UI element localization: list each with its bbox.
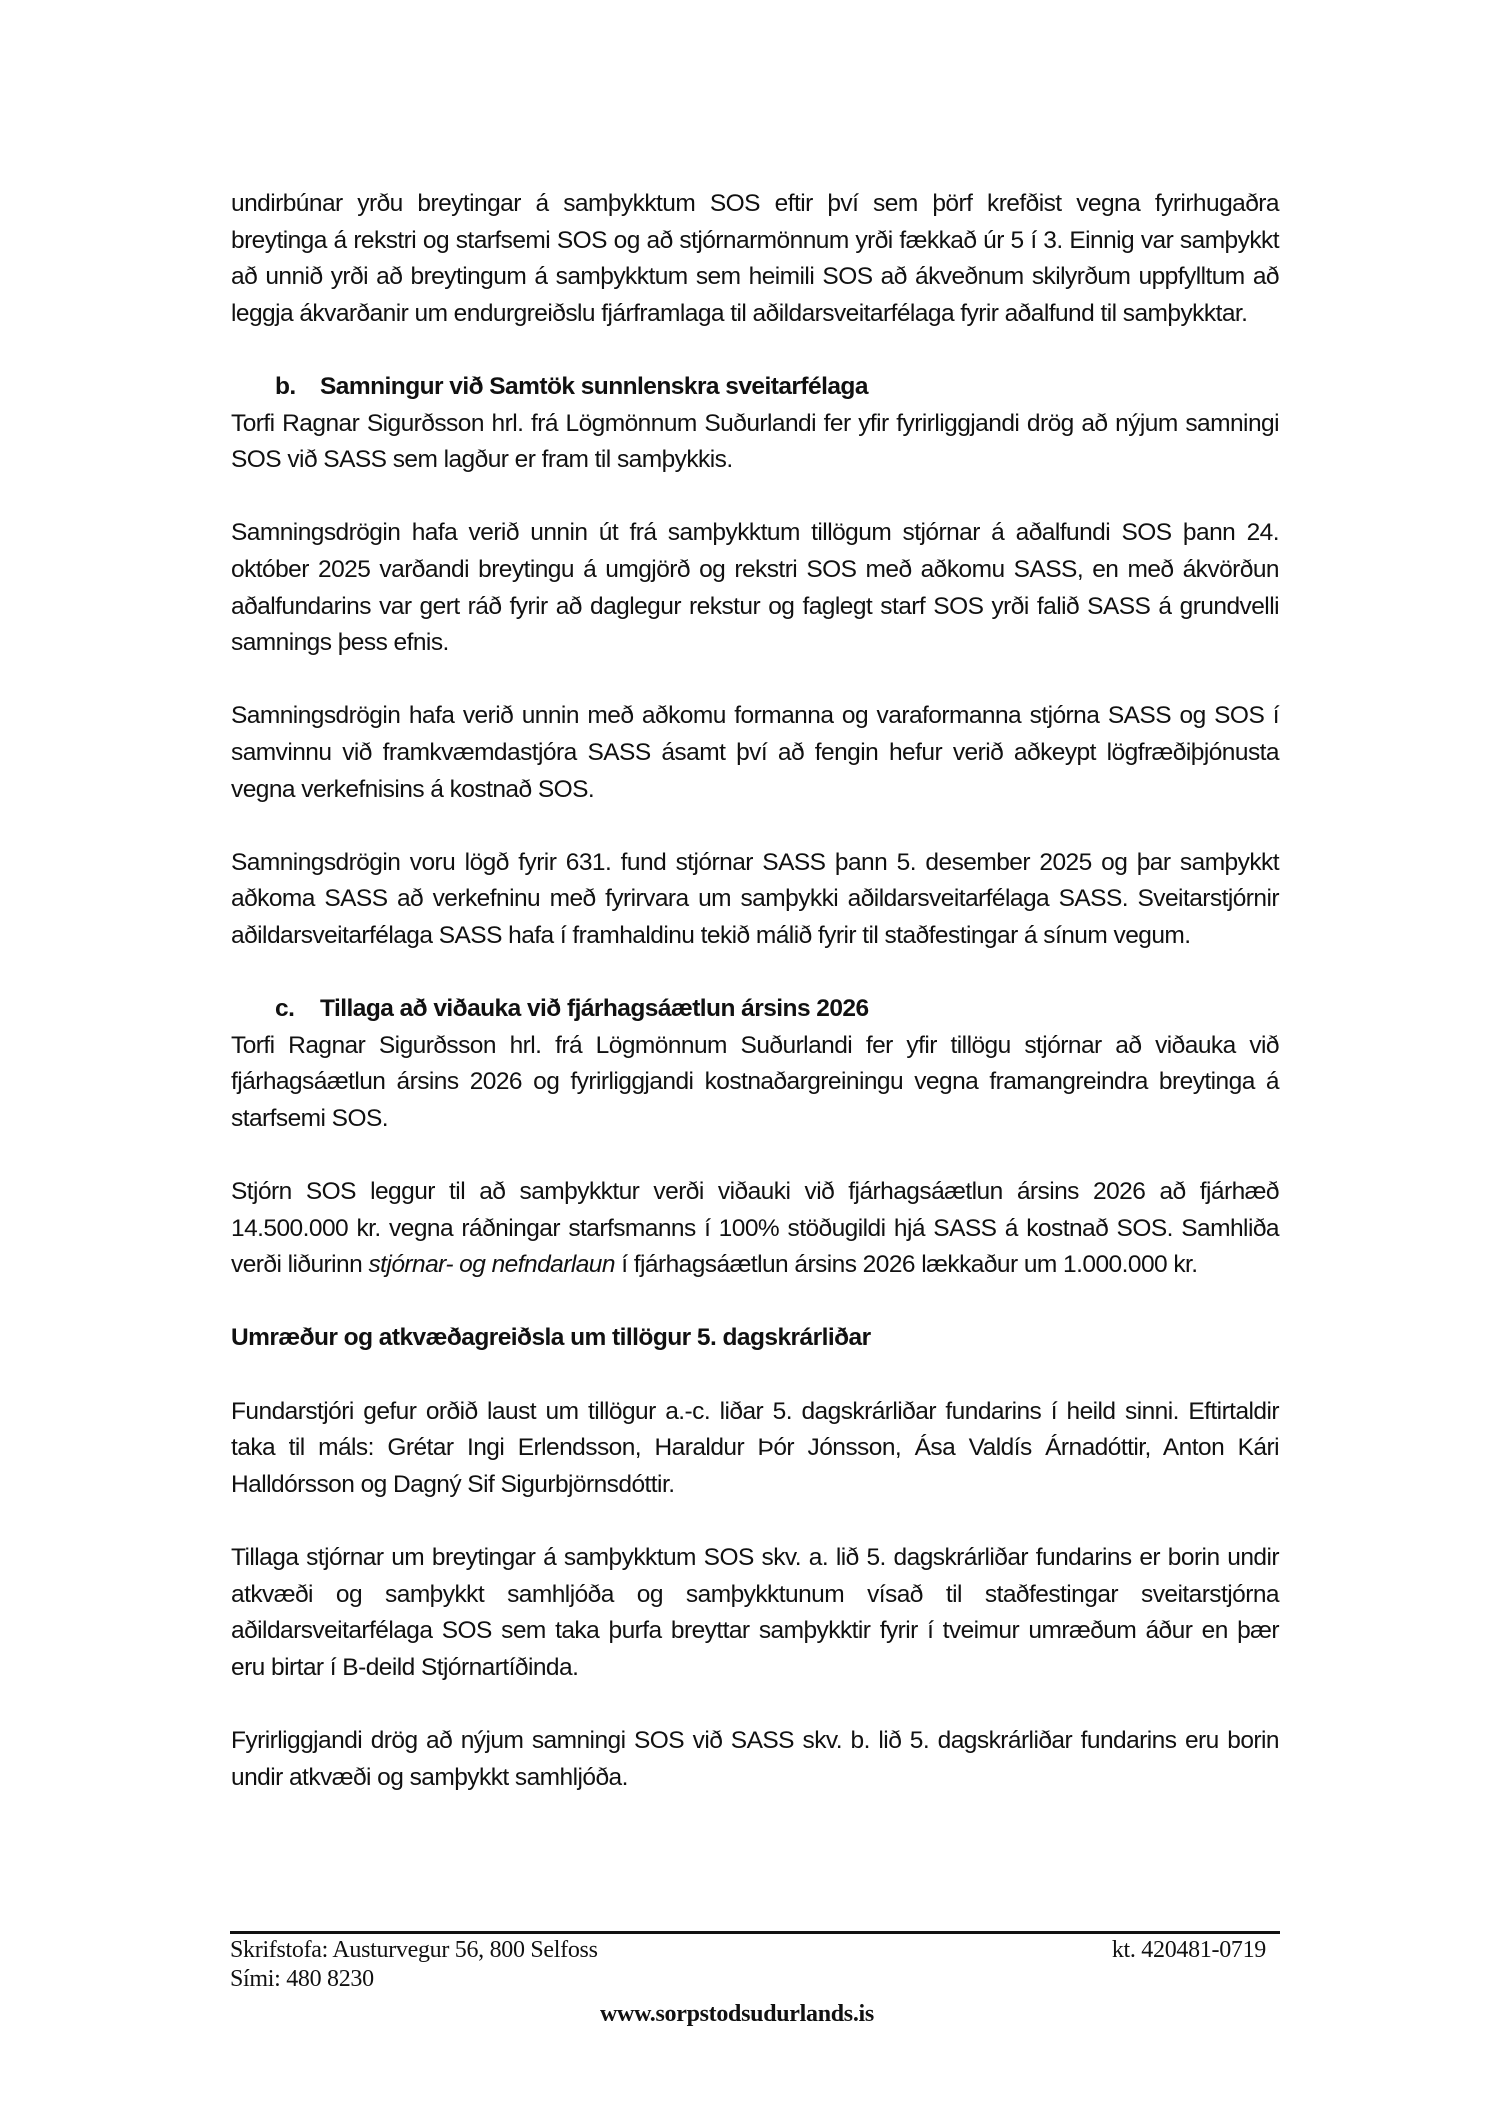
footer-divider — [230, 1931, 1280, 1934]
section-b-paragraph: Samningsdrögin voru lögð fyrir 631. fund stjórnar SASS þann 5. desember 2025 og þar samþykkt aðkoma SASS að verkefninu með fyrirvara um samþykki aðildarsveitarfélaga SASS. Sveitarstjórnir aðildarsveitarfélaga SASS hafa í framhaldinu tekið málið fyrir til staðfestingar á sínum vegum. — [231, 848, 1279, 949]
section-c-heading — [231, 991, 1279, 1028]
section-b-letter: b. — [275, 372, 296, 400]
section-c-letter: c. — [275, 995, 295, 1023]
budget-text-end: í fjárhagsáætlun ársins 2026 lækkaður um 1.000.000 kr. — [614, 1251, 1198, 1279]
section-c-paragraph: Torfi Ragnar Sigurðsson hrl. frá Lögmönnum Suðurlandi fer yfir tillögu stjórnar að viðauka við fjárhagsáætlun ársins 2026 og fyrirliggjandi kostnaðargreiningu vegna framangreindra breytinga á starfsemi SOS. — [231, 1031, 1279, 1132]
footer-website-link[interactable]: www.sorpstodsudurlands.is — [600, 2001, 874, 2027]
discussion-paragraph: Fyrirliggjandi drög að nýjum samningi SOS við SASS skv. b. lið 5. dagskrárliðar fundarins eru borin undir atkvæði og samþykkt samhljóða. — [231, 1726, 1279, 1791]
page-footer — [230, 1936, 1280, 2029]
footer-office-address: Skrifstofa: Austurvegur 56, 800 Selfoss — [230, 1937, 598, 1963]
footer-kennitala: kt. 420481-0719 — [1111, 1937, 1266, 1963]
budget-text-start: Stjórn SOS leggur til að samþykktur verði viðauki við fjárhagsáætlun ársins 2026 að fjárhæð 14.500.000 kr. vegna ráðningar starfsmanns í 100% stöðugildi hjá SASS á kostnað SOS. Samhliða verði liðurinn — [231, 1178, 1279, 1279]
discussion-heading: Umræður og atkvæðagreiðsla um tillögur 5. dagskrárliðar — [231, 1324, 871, 1352]
budget-item-name: stjórnar- og nefndarlaun — [368, 1251, 615, 1279]
document-body — [231, 186, 1279, 1796]
discussion-paragraph: Tillaga stjórnar um breytingar á samþykktum SOS skv. a. lið 5. dagskrárliðar fundarins er borin undir atkvæði og samþykkt samhljóða og samþykktunum vísað til staðfestingar sveitarstjórna aðildarsveitarfélaga SOS sem taka þurfa breyttar samþykktir fyrir í tveimur umræðum áður en þær eru birtar í B-deild Stjórnartíðinda. — [231, 1543, 1279, 1681]
section-c-budget-paragraph — [231, 1174, 1279, 1284]
section-c-title: Tillaga að viðauka við fjárhagsáætlun ársins 2026 — [320, 995, 869, 1023]
footer-address-row — [230, 1936, 1280, 1965]
section-b-title: Samningur við Samtök sunnlenskra sveitarfélaga — [320, 372, 868, 400]
section-b-paragraph: Samningsdrögin hafa verið unnin með aðkomu formanna og varaformanna stjórna SASS og SOS í samvinnu við framkvæmdastjóra SASS ásamt því að fengin hefur verið aðkeypt lögfræðiþjónusta vegna verkefnisins á kostnað SOS. — [231, 702, 1279, 803]
footer-phone: Sími: 480 8230 — [230, 1966, 374, 1992]
discussion-paragraph: Fundarstjóri gefur orðið laust um tillögur a.-c. liðar 5. dagskrárliðar fundarins í heild sinni. Eftirtaldir taka til máls: Grétar Ingi Erlendsson, Haraldur Þór Jónsson, Ása Valdís Árnadóttir, Anton Kári Halldórsson og Dagný Sif Sigurbjörnsdóttir. — [231, 1397, 1279, 1498]
section-b-heading — [231, 369, 1279, 406]
section-b-paragraph: Torfi Ragnar Sigurðsson hrl. frá Lögmönnum Suðurlandi fer yfir fyrirliggjandi drög að nýjum samningi SOS við SASS sem lagður er fram til samþykkis. — [231, 409, 1279, 474]
section-b-paragraph: Samningsdrögin hafa verið unnin út frá samþykktum tillögum stjórnar á aðalfundi SOS þann 24. október 2025 varðandi breytingu á umgjörð og rekstri SOS með aðkomu SASS, en með ákvörðun aðalfundarins var gert ráð fyrir að daglegur rekstur og faglegt starf SOS yrði falið SASS á grundvelli samnings þess efnis. — [231, 519, 1279, 657]
intro-paragraph: undirbúnar yrðu breytingar á samþykktum SOS eftir því sem þörf krefðist vegna fyrirhugaðra breytinga á rekstri og starfsemi SOS og að stjórnarmönnum yrði fækkað úr 5 í 3. Einnig var samþykkt að unnið yrði að breytingum á samþykktum sem heimili SOS að ákveðnum skilyrðum uppfylltum að leggja ákvarðanir um endurgreiðslu fjárframlaga til aðildarsveitarfélaga fyrir aðalfund til samþykktar. — [231, 190, 1279, 327]
footer-phone-row — [230, 1965, 1280, 1994]
